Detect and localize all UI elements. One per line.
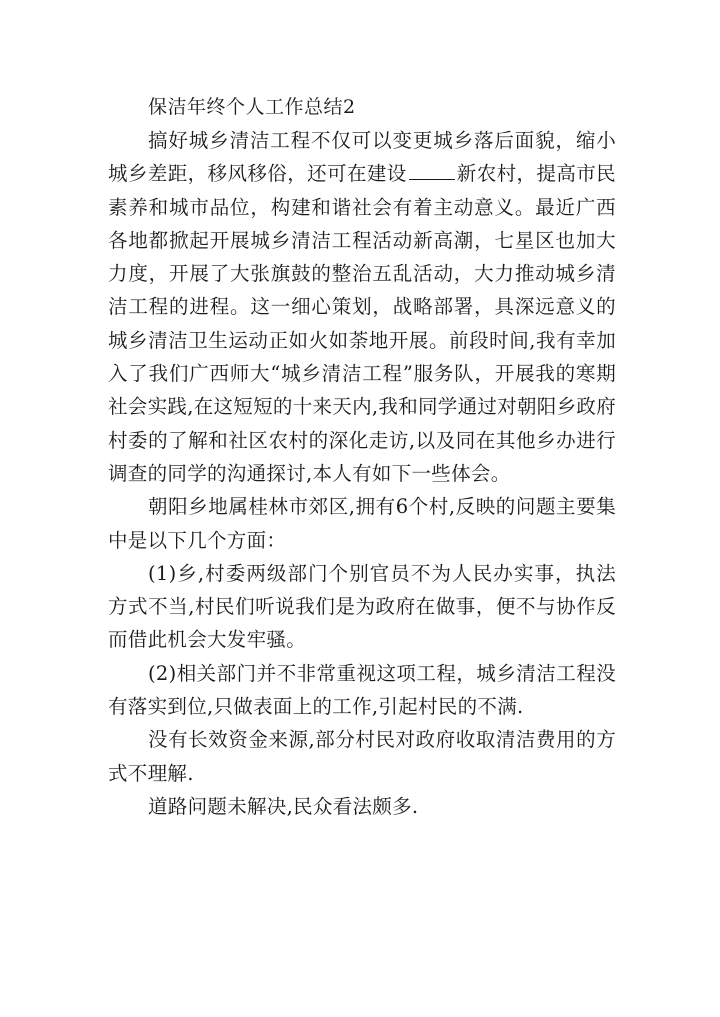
- intro-text-before-blank: 搞好城乡清洁工程不仅可以变更城乡落后面貌，缩小城乡差距，移风移俗，还可在建设: [108, 129, 616, 186]
- paragraph-road-issue: 道路问题未解决,民众看法颇多.: [148, 794, 419, 818]
- paragraph-issue-1: (1)乡,村委两级部门个别官员不为人民办实事，执法方式不当,村民们听说我们是为政府在做事，便不与协作反而借此机会大发牢骚。: [108, 561, 616, 652]
- paragraph-funding-issue: 没有长效资金来源,部分村民对政府收取清洁费用的方式不理解.: [108, 728, 616, 785]
- document-title: 保洁年终个人工作总结2: [148, 96, 356, 118]
- fill-in-blank-line: [409, 161, 455, 180]
- paragraph-issue-2: (2)相关部门并不非常重视这项工程，城乡清洁工程没有落实到位,只做表面上的工作,引起村民的不满.: [108, 661, 616, 719]
- intro-paragraph: [108, 124, 616, 490]
- intro-text-after-blank: 新农村，提高市民素养和城市品位，构建和谐社会有着主动意义。最近广西各地都掀起开展城乡清洁工程活动新高潮，七星区也加大力度，开展了大张旗鼓的整治五乱活动，大力推动城乡清洁工程的进程。这一细心策划，战略部署，具深远意义的城乡清洁卫生运动正如火如荼地开展。前段时间,我有幸加入了我们广西师大“城乡清洁工程”服务队，开展我的寒期社会实践,在这短短的十来天内,我和同学通过对朝阳乡政府村委的了解和社区农村的深化走访,以及同在其他乡办进行调查的同学的沟通探讨,本人有如下一些体会。: [108, 162, 616, 485]
- paragraph-issues-intro: 朝阳乡地属桂林市郊区,拥有6个村,反映的问题主要集中是以下几个方面：: [108, 495, 616, 552]
- document-body: [108, 90, 616, 823]
